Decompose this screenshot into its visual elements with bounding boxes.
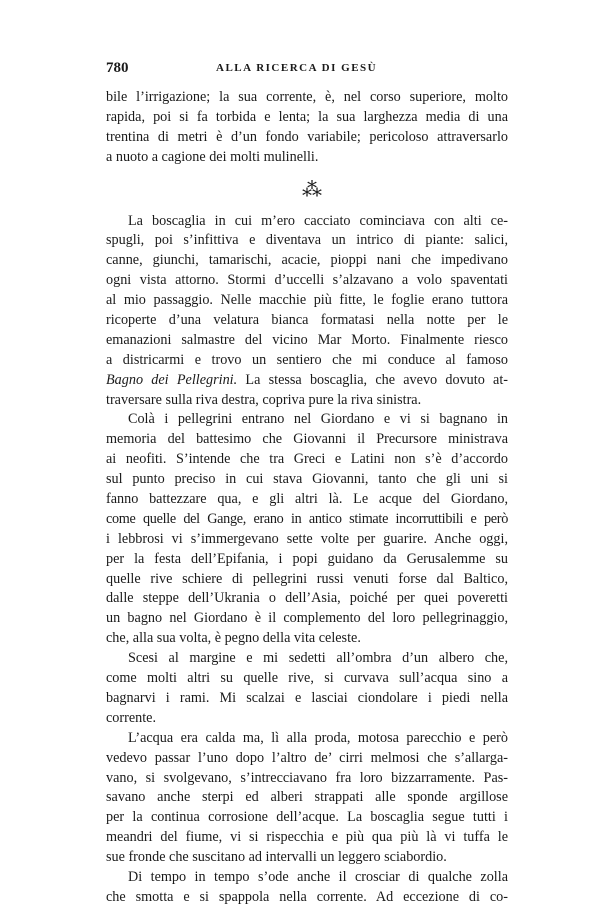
text-line: dalle steppe dell’Ukrania o dell’Asia, poiché per quei poveretti [106, 590, 508, 607]
text-line: vano, si svolgevano, s’intrecciavano fra loro bizzarramente. Pas- [106, 769, 508, 786]
text-line: a nuoto a cagione dei molti mulinelli. [106, 148, 319, 165]
text-line: rapida, poi si fa torbida e lenta; la sua larghezza media di una [106, 108, 508, 125]
text-line: Di tempo in tempo s’ode anche il crosciar di qualche zolla [128, 868, 508, 885]
text-line: quelle rive schiere di pellegrini russi venuti forse dal Baltico, [106, 570, 508, 587]
text-line: trentina di metri è d’un fondo variabile; pericoloso attraversarlo [106, 128, 508, 145]
text-line: sul punto preciso in cui stava Giovanni, tanto che gli uni si [106, 471, 508, 488]
text-line: L’acqua era calda ma, lì alla proda, motosa parecchio e però [128, 729, 508, 746]
text-line: savano anche sterpi ed alberi strappati alle sponde argillose [106, 789, 508, 806]
text-line: Scesi al margine e mi sedetti all’ombra d’un albero che, [128, 650, 508, 667]
text-line-with-italic [106, 371, 508, 391]
text-line: corrente. [106, 709, 157, 726]
text-line: bile l’irrigazione; la sua corrente, è, nel corso superiore, molto [106, 89, 508, 105]
italic-place-name: Bagno dei Pellegrini. [106, 371, 238, 388]
text-line: fanno battezzare qua, e gli altri là. Le acque del Giordano, [106, 491, 508, 508]
paragraph-3 [106, 649, 508, 729]
text-line: sue fronde che suscitano ad intervalli un leggero sciabordio. [106, 849, 447, 866]
text-line: La boscaglia in cui m’ero cacciato cominciava con alti ce- [128, 212, 508, 229]
paragraph-5 [106, 868, 508, 908]
text-line: al mio passaggio. Nelle macchie più fitte, le foglie erano tuttora [106, 292, 508, 309]
text-line: traversare sulla riva destra, copriva pure la riva sinistra. [106, 391, 422, 408]
text-line: che smotta e si spappola nella corrente. Ad eccezione di co- [106, 888, 508, 905]
text-line: a districarmi e trovo un sentiero che mi conduce al famoso [106, 351, 508, 368]
paragraph-4 [106, 729, 508, 868]
text-line: per la festa dell’Epifania, i popi guidano da Gerusalemme su [106, 550, 508, 567]
text-line: i lebbrosi vi s’immergevano sette volte per guarire. Anche oggi, [106, 530, 508, 547]
text-line: emanazioni salmastre del vicino Mar Morto. Finalmente riesco [106, 331, 508, 348]
text-line: come molti altri su quelle rive, si curvava sull’acqua sino a [106, 670, 508, 687]
text-line: per la continua corrosione dell’acque. La boscaglia segue tutti i [106, 809, 508, 826]
text-line: bagnarvi i rami. Mi scalzai e lasciai ciondolare i piedi nella [106, 689, 508, 706]
text-line: un bagno nel Giordano è il complemento del loro pellegrinaggio, [106, 610, 508, 627]
asterism-glyph: ⁂ [302, 178, 322, 201]
text-line: meandri del fiume, vi si rispecchia e più qua più là vi tuffa le [106, 829, 508, 846]
text-line: che, alla sua volta, è pegno della vita celeste. [106, 630, 361, 647]
text-line: come quelle del Gange, erano in antico stimate incorruttibili e però [106, 510, 508, 527]
paragraph-1 [106, 212, 508, 411]
text-line: Colà i pellegrini entrano nel Giordano e vi si bagnano in [128, 411, 508, 428]
paragraph-2 [106, 410, 508, 649]
text-line: memoria del battesimo che Giovanni il Precursore ministrava [106, 431, 508, 448]
text-line: vedevo passar l’uno dopo l’altro de’ cirri melmosi che s’allarga- [106, 749, 508, 766]
section-separator [106, 168, 508, 212]
text-line: ogni vista attorno. Stormi d’uccelli s’alzavano a volo spaventati [106, 272, 508, 289]
text-fragment: La stessa boscaglia, che avevo dovuto at- [237, 371, 508, 388]
page-header [106, 60, 508, 80]
text-line: spugli, poi s’infittiva e diventava un intrico di piante: salici, [106, 232, 508, 249]
text-line: canne, giunchi, tamarischi, acacie, pioppi nani che impedivano [106, 252, 508, 269]
text-line: ai neofiti. S’intende che tra Greci e Latini non s’è d’accordo [106, 451, 508, 468]
running-title: ALLA RICERCA DI GESÙ [216, 62, 378, 74]
text-line: ricoperte d’una velatura bianca formatasi nella notte per le [106, 312, 508, 329]
paragraph-intro [106, 88, 508, 168]
page-number: 780 [106, 60, 129, 76]
page-body [106, 88, 508, 908]
